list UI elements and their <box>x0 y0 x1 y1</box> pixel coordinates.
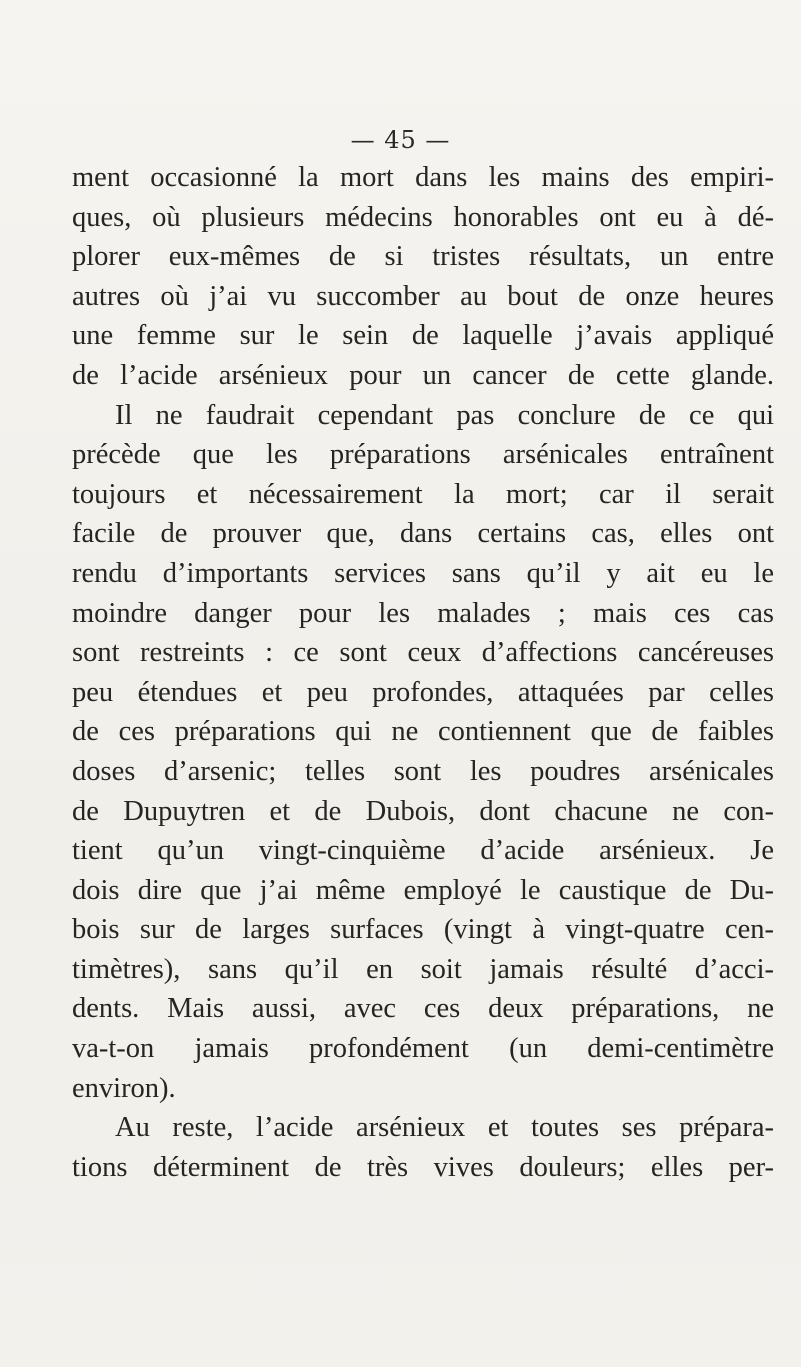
page-number: — 45 — <box>350 126 451 154</box>
text-line: Au reste, l’acide arsénieux et toutes ses prépara- <box>115 1112 774 1144</box>
text-line: tions déterminent de très vives douleurs; elles per- <box>72 1151 774 1183</box>
text-line: sont restreints : ce sont ceux d’affections cancéreuses <box>72 637 774 669</box>
body-text <box>72 158 774 1187</box>
text-line: dents. Mais aussi, avec ces deux préparations, ne <box>72 993 774 1025</box>
text-line: ques, où plusieurs médecins honorables ont eu à dé- <box>72 201 774 233</box>
text-line: toujours et nécessairement la mort; car il serait <box>72 478 774 510</box>
text-line: de l’acide arsénieux pour un cancer de cette glande. <box>72 359 774 391</box>
text-line: va-t-on jamais profondément (un demi-centimètre <box>72 1033 774 1065</box>
text-line: une femme sur le sein de laquelle j’avais appliqué <box>72 320 774 352</box>
text-line: bois sur de larges surfaces (vingt à vingt-quatre cen- <box>72 914 774 946</box>
text-line: rendu d’importants services sans qu’il y ait eu le <box>72 557 774 589</box>
text-line: Il ne faudrait cependant pas conclure de ce qui <box>115 399 774 431</box>
text-line: doses d’arsenic; telles sont les poudres arsénicales <box>72 755 774 787</box>
text-line: peu étendues et peu profondes, attaquées par celles <box>72 676 774 708</box>
text-line: dois dire que j’ai même employé le caustique de Du- <box>72 874 774 906</box>
text-line: précède que les préparations arsénicales entraînent <box>72 439 774 471</box>
text-line: ment occasionné la mort dans les mains des empiri- <box>72 162 774 193</box>
text-line: timètres), sans qu’il en soit jamais résulté d’acci- <box>72 953 774 985</box>
text-line: plorer eux-mêmes de si tristes résultats, un entre <box>72 241 774 273</box>
text-line: facile de prouver que, dans certains cas, elles ont <box>72 518 774 550</box>
text-line: environ). <box>72 1072 176 1104</box>
text-line: moindre danger pour les malades ; mais ces cas <box>72 597 774 629</box>
text-line: de Dupuytren et de Dubois, dont chacune ne con- <box>72 795 774 827</box>
text-line: autres où j’ai vu succomber au bout de onze heures <box>72 280 774 312</box>
text-line: tient qu’un vingt-cinquième d’acide arsénieux. Je <box>72 835 774 867</box>
text-line: de ces préparations qui ne contiennent que de faibles <box>72 716 774 748</box>
